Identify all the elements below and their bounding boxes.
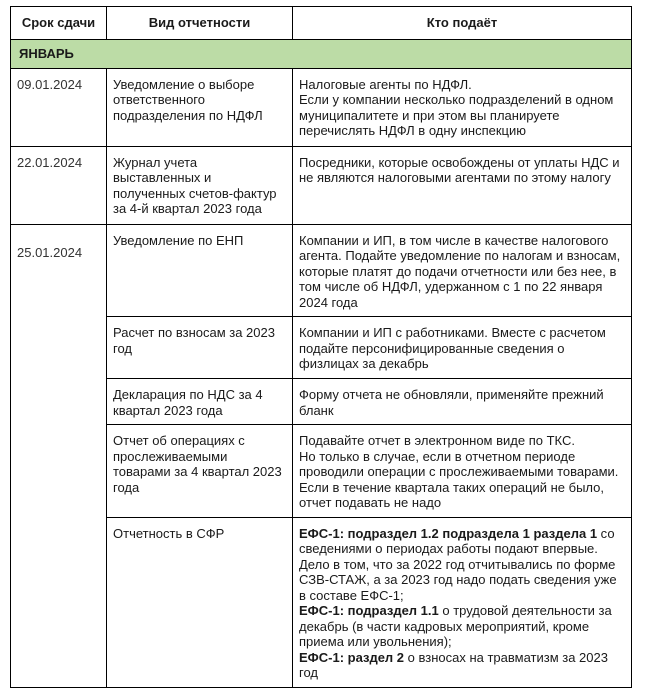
- efs-bold: ЕФС-1: раздел 2: [299, 649, 405, 665]
- report-cell: Журнал учета выставленных и полученных счетов-фактур за 4-й квартал 2023 года: [107, 146, 293, 224]
- who-text: Налоговые агенты по НДФЛ.: [299, 76, 472, 92]
- who-cell: [293, 68, 632, 146]
- report-cell: Декларация по НДС за 4 квартал 2023 года: [107, 379, 293, 425]
- who-cell: [293, 517, 632, 687]
- who-text: Но только в случае, если в отчетном периоде проводили операции с прослеживаемыми товарами. Если в течение квартала таких операций не было, отчет подавать не надо: [299, 448, 619, 510]
- table-row: [11, 224, 632, 317]
- who-cell: Форму отчета не обновляли, применяйте прежний бланк: [293, 379, 632, 425]
- report-deadlines-table: [10, 6, 632, 688]
- header-report: Вид отчетности: [107, 7, 293, 40]
- table-row: [11, 146, 632, 224]
- efs-text: со сведениями о периодах работы подают впервые. Дело в том, что за 2022 год отчитывались по форме СЗВ-СТАЖ, а за 2023 год надо подать сведения уже в составе ЕФС-1;: [299, 525, 617, 603]
- efs-bold: ЕФС-1: подраздел 1.2 подраздела 1 раздела 1: [299, 525, 598, 541]
- report-cell: Отчетность в СФР: [107, 517, 293, 687]
- report-cell: Уведомление о выборе ответственного подразделения по НДФЛ: [107, 68, 293, 146]
- efs-bold: ЕФС-1:: [299, 603, 348, 618]
- efs-text: о взносах на травматизм за 2023 год: [299, 649, 608, 680]
- who-text: Если у компании несколько подразделений в одном муниципалитете и при этом вы планируете перечислять НДФЛ в одну инспекцию: [299, 92, 614, 138]
- date-cell: 09.01.2024: [11, 68, 107, 146]
- efs-bold: подраздел 1.1: [347, 603, 439, 618]
- header-who: Кто подаёт: [293, 7, 632, 40]
- date-cell: 25.01.2024: [11, 224, 107, 687]
- who-cell: Компании и ИП с работниками. Вместе с расчетом подайте персонифицированные сведения о физлицах за декабрь: [293, 317, 632, 379]
- who-cell: Посредники, которые освобождены от уплаты НДС и не являются налоговыми агентами по этому налогу: [293, 146, 632, 224]
- date-cell: 22.01.2024: [11, 146, 107, 224]
- month-row: [11, 40, 632, 69]
- who-cell: [293, 425, 632, 518]
- table-row: [11, 68, 632, 146]
- who-text: Подавайте отчет в электронном виде по ТКС.: [299, 433, 575, 448]
- report-cell: Отчет об операциях с прослеживаемыми товарами за 4 квартал 2023 года: [107, 425, 293, 518]
- month-label: ЯНВАРЬ: [11, 40, 632, 69]
- header-date: Срок сдачи: [11, 7, 107, 40]
- efs-text: о трудовой деятельности за декабрь (в части кадровых мероприятий, кроме приема или увольнения);: [299, 603, 612, 649]
- header-row: [11, 7, 632, 40]
- who-cell: Компании и ИП, в том числе в качестве налогового агента. Подайте уведомление по налогам и взносам, которые платят до подачи отчетности или без нее, в том числе об НДФЛ, удержанном с 1 по 22 января 2024 года: [293, 224, 632, 317]
- report-cell: Уведомление по ЕНП: [107, 224, 293, 317]
- report-cell: Расчет по взносам за 2023 год: [107, 317, 293, 379]
